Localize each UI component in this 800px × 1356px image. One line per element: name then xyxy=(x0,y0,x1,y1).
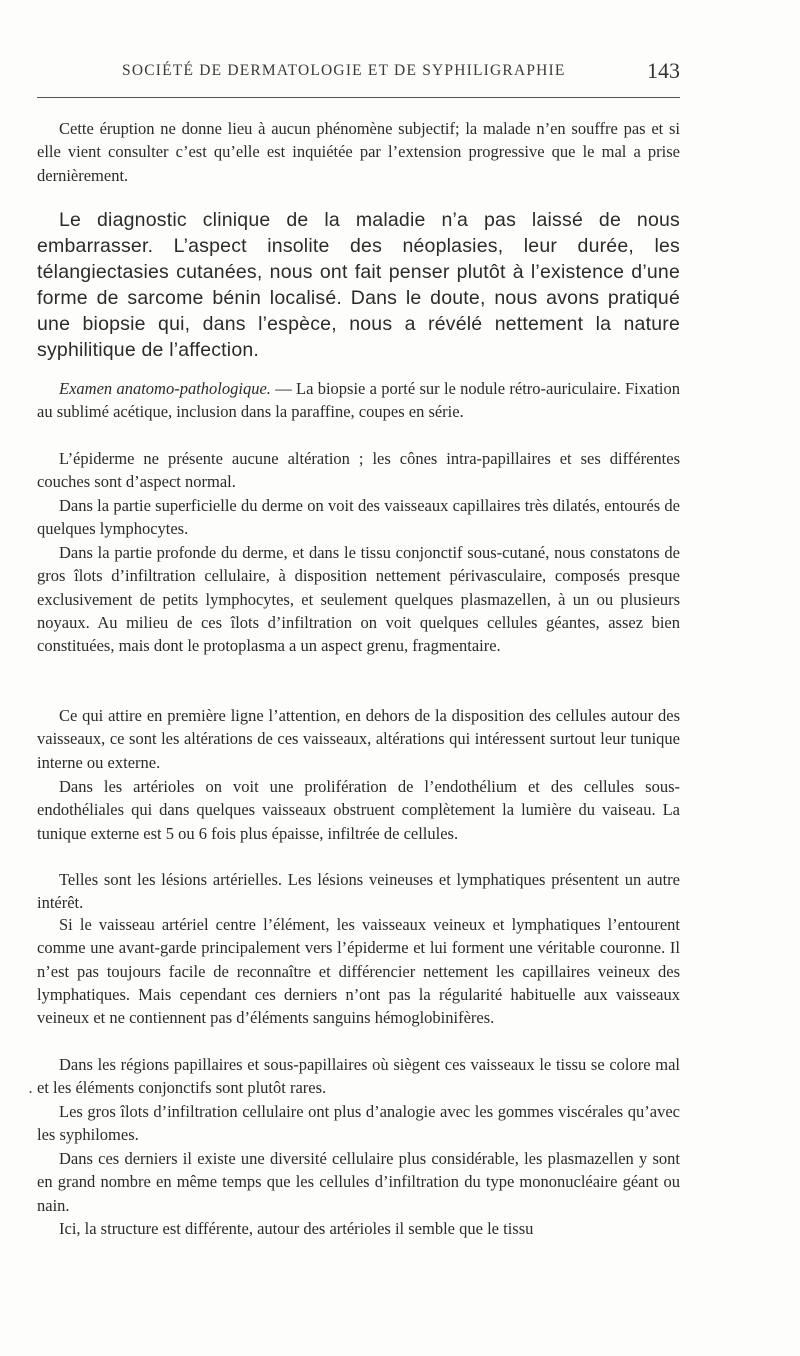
header-rule xyxy=(37,97,680,98)
paragraph-9: Telles sont les lésions artérielles. Les lésions veineuses et lymphatiques présentent un autre intérêt. xyxy=(37,870,680,913)
paragraph-3 xyxy=(37,377,680,424)
paragraph-3-text: — La biopsie a porté sur le nodule rétro-auriculaire. Fixation au sublimé acétique, inclusion dans la paraffine, coupes en série. xyxy=(37,379,680,422)
running-title: SOCIÉTÉ DE DERMATOLOGIE ET DE SYPHILIGRAPHIE xyxy=(122,62,566,79)
running-header xyxy=(37,60,680,90)
paragraph-5: Dans la partie superficielle du derme on voit des vaisseaux capillaires très dilatés, entourés de quelques lymphocytes. xyxy=(37,496,680,539)
paragraph-11: Dans les régions papillaires et sous-papillaires où siègent ces vaisseaux le tissu se colore mal et les éléments conjonctifs sont plutôt rares. xyxy=(37,1055,680,1098)
paragraph-8: Dans les artérioles on voit une prolifération de l’endothélium et des cellules sous-endothéliales qui dans quelques vaisseaux obstruent complètement la lumière du vaiseau. La tunique externe est 5 ou 6 fois plus épaisse, infiltrée de cellules. xyxy=(37,777,680,843)
paragraph-7: Ce qui attire en première ligne l’attention, en dehors de la disposition des cellules autour des vaisseaux, ce sont les altérations de ces vaisseaux, altérations qui intéressent surtout leur tunique interne ou externe. xyxy=(37,706,680,772)
paragraph-13: Dans ces derniers il existe une diversité cellulaire plus considérable, les plasmazellen y sont en grand nombre en même temps que les cellules d’infiltration du type mononucléaire géant ou nain. xyxy=(37,1149,680,1215)
paragraph-12: Les gros îlots d’infiltration cellulaire ont plus d’analogie avec les gommes viscérales qu’avec les syphilomes. xyxy=(37,1102,680,1145)
page-number: 143 xyxy=(647,58,680,83)
paragraph-4: L’épiderme ne présente aucune altération ; les cônes intra-papillaires et ses différentes couches sont d’aspect normal. xyxy=(37,449,680,492)
paragraph-10: Si le vaisseau artériel centre l’élément, les vaisseaux veineux et lymphatiques l’entourent comme une avant-garde principalement vers l’épiderme et lui forment une véritable couronne. Il n’est pas toujours facile de reconnaître et différencier nettement les capillaires veineux des lymphatiques. Mais cependant ces derniers n’ont pas la régularité habituelle aux vaisseaux veineux et ne contiennent pas d’éléments sanguins hémoglobinifères. xyxy=(37,915,680,1028)
paragraph-14: Ici, la structure est différente, autour des artérioles il semble que le tissu xyxy=(59,1219,534,1238)
stray-mark: . xyxy=(28,1078,34,1097)
section-heading: Examen anatomo-pathologique. xyxy=(59,379,271,398)
paragraph-6: Dans la partie profonde du derme, et dans le tissu conjonctif sous-cutané, nous constatons de gros îlots d’infiltration cellulaire, à disposition nettement périvasculaire, composés presque exclusivement de petits lymphocytes, et seulement quelques plasmazellen, à un ou plusieurs noyaux. Au milieu de ces îlots d’infiltration on voit quelques cellules géantes, assez bien constituées, mais dont le protoplasma a un aspect grenu, fragmentaire. xyxy=(37,543,680,656)
paragraph-2: Le diagnostic clinique de la maladie n’a pas laissé de nous embarrasser. L’aspect insolite des néoplasies, leur durée, les télangiectasies cutanées, nous ont fait penser plutôt à l’existence d’une forme de sarcome bénin localisé. Dans le doute, nous avons pratiqué une biopsie qui, dans l’espèce, nous a révélé nettement la nature syphilitique de l’affection. xyxy=(37,209,680,361)
paragraph-1: Cette éruption ne donne lieu à aucun phénomène subjectif; la malade n’en souffre pas et si elle vient consulter c’est qu’elle est inquiétée par l’extension progressive que le mal a prise dernièrement. xyxy=(37,119,680,185)
